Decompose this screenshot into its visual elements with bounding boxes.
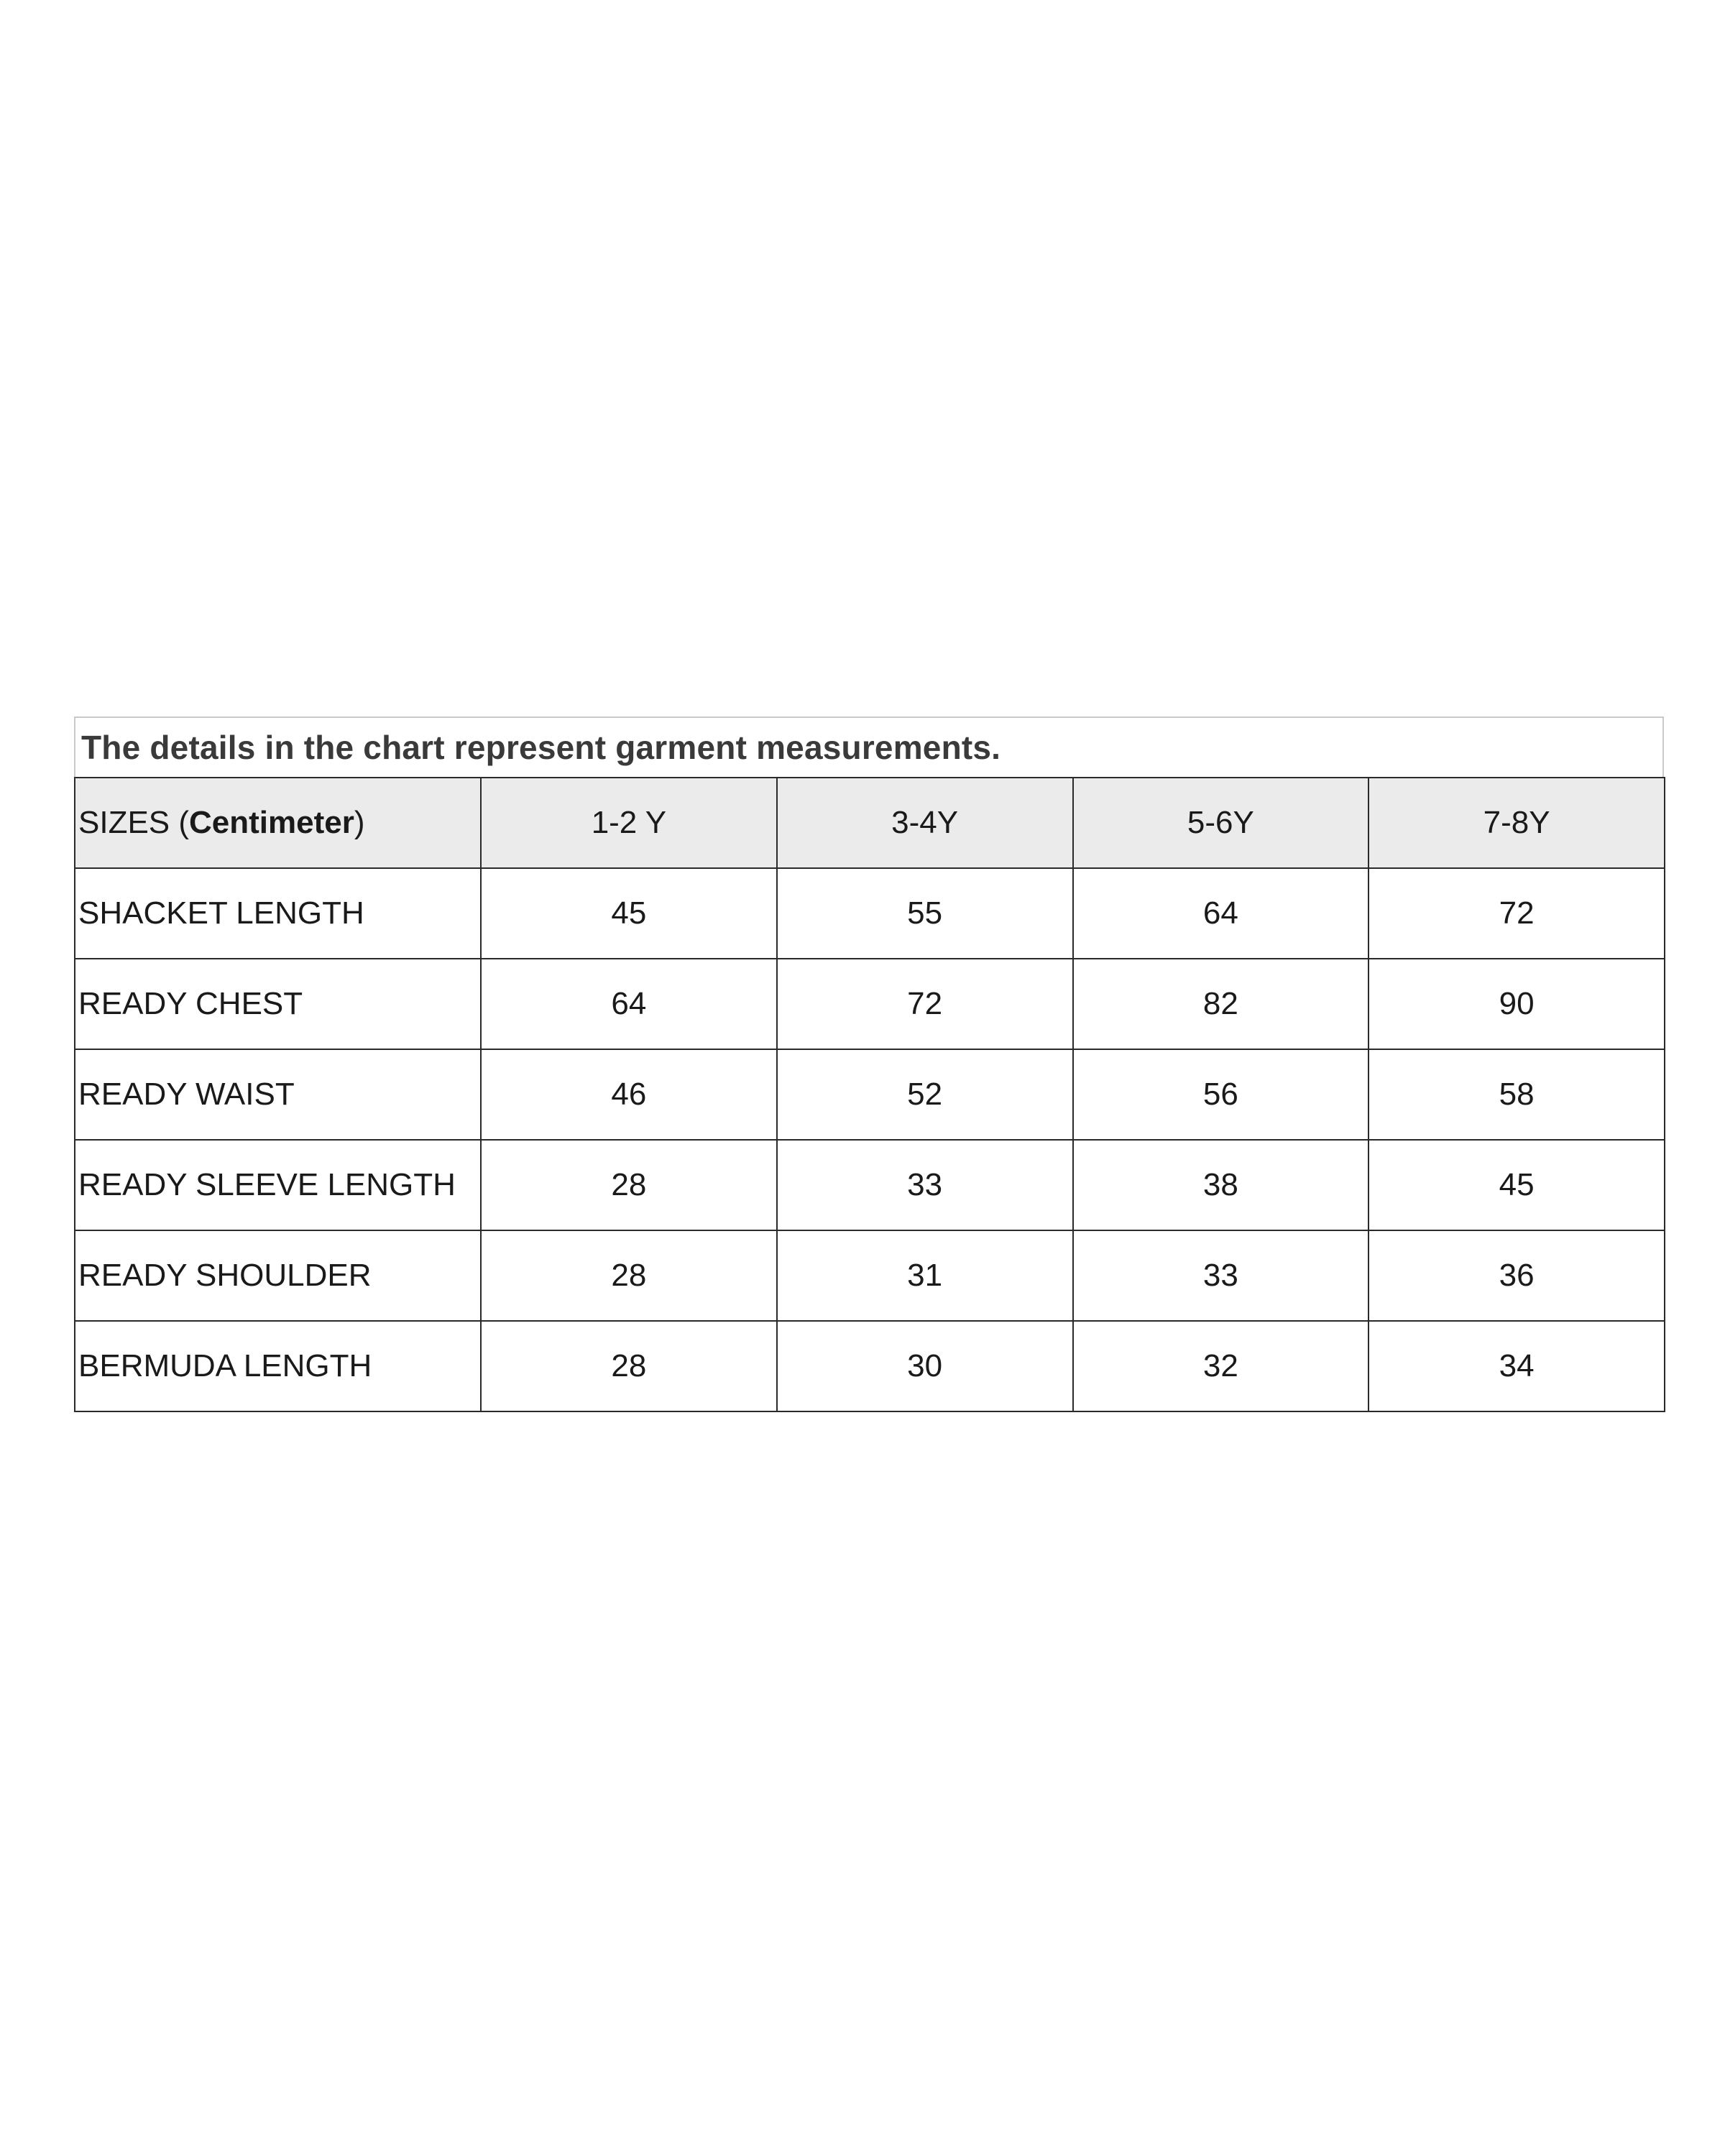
table-cell: 82	[1073, 959, 1369, 1049]
sizes-unit-header	[75, 778, 481, 868]
row-label: SHACKET LENGTH	[75, 868, 481, 959]
table-cell: 32	[1073, 1321, 1369, 1411]
size-chart	[74, 717, 1664, 1412]
table-cell: 30	[777, 1321, 1073, 1411]
table-cell: 58	[1368, 1049, 1665, 1140]
table-cell: 28	[481, 1321, 777, 1411]
header-row	[75, 778, 1665, 868]
table-cell: 33	[1073, 1230, 1369, 1321]
table-cell: 36	[1368, 1230, 1665, 1321]
row-label: READY WAIST	[75, 1049, 481, 1140]
table-cell: 72	[1368, 868, 1665, 959]
table-cell: 64	[481, 959, 777, 1049]
size-header-7-8y: 7-8Y	[1368, 778, 1665, 868]
row-label: READY SHOULDER	[75, 1230, 481, 1321]
row-label: READY SLEEVE LENGTH	[75, 1140, 481, 1230]
size-table	[74, 777, 1665, 1412]
table-row-bermuda-length	[75, 1321, 1665, 1411]
size-header-1-2y: 1-2 Y	[481, 778, 777, 868]
table-cell: 72	[777, 959, 1073, 1049]
sizes-header-prefix: SIZES (	[78, 805, 190, 840]
table-row-ready-sleeve-length	[75, 1140, 1665, 1230]
table-cell: 45	[481, 868, 777, 959]
table-cell: 34	[1368, 1321, 1665, 1411]
sizes-header-suffix: )	[354, 805, 365, 840]
table-cell: 28	[481, 1230, 777, 1321]
table-cell: 56	[1073, 1049, 1369, 1140]
row-label: BERMUDA LENGTH	[75, 1321, 481, 1411]
unit-label: Centimeter	[189, 805, 354, 840]
table-row-ready-chest	[75, 959, 1665, 1049]
table-cell: 38	[1073, 1140, 1369, 1230]
table-cell: 46	[481, 1049, 777, 1140]
size-header-3-4y: 3-4Y	[777, 778, 1073, 868]
table-cell: 33	[777, 1140, 1073, 1230]
size-header-5-6y: 5-6Y	[1073, 778, 1369, 868]
row-label: READY CHEST	[75, 959, 481, 1049]
table-row-ready-shoulder	[75, 1230, 1665, 1321]
table-cell: 90	[1368, 959, 1665, 1049]
chart-caption: The details in the chart represent garment measurements.	[74, 717, 1664, 777]
table-cell: 31	[777, 1230, 1073, 1321]
table-cell: 64	[1073, 868, 1369, 959]
table-cell: 28	[481, 1140, 777, 1230]
table-row-ready-waist	[75, 1049, 1665, 1140]
table-row-shacket-length	[75, 868, 1665, 959]
table-cell: 45	[1368, 1140, 1665, 1230]
table-cell: 55	[777, 868, 1073, 959]
table-cell: 52	[777, 1049, 1073, 1140]
